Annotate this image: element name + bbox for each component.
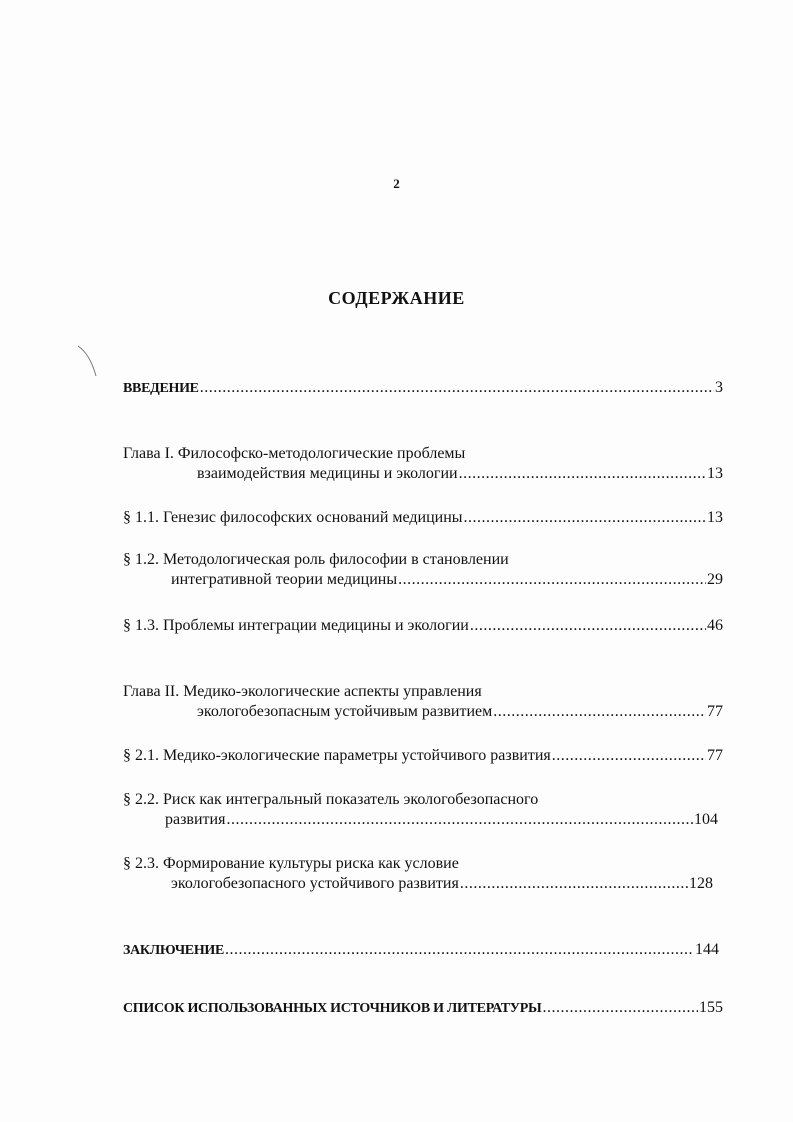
toc-page-ref: 3 bbox=[715, 379, 723, 396]
dot-leader bbox=[200, 378, 714, 398]
dot-leader bbox=[552, 746, 706, 766]
toc-entry-label-cont: взаимодействия медицины и экологии bbox=[197, 465, 458, 482]
toc-entry-label-cont: интегративной теории медицины bbox=[171, 571, 398, 588]
toc-entry-label: СПИСОК ИСПОЛЬЗОВАННЫХ ИСТОЧНИКОВ И ЛИТЕРАТУРЫ bbox=[123, 1001, 542, 1016]
toc-entry-label: § 2.3. Формирование культуры риска как условие bbox=[123, 855, 459, 872]
toc-page-ref: 104 bbox=[694, 811, 718, 828]
dot-leader bbox=[460, 874, 688, 894]
toc-entry-section-1-3[interactable] bbox=[123, 616, 723, 636]
toc-page-ref: 46 bbox=[707, 617, 723, 634]
toc-entry-section-2-3[interactable] bbox=[123, 854, 713, 894]
toc-entry-label: § 1.2. Методологическая роль философии в становлении bbox=[123, 551, 509, 568]
dot-leader bbox=[226, 810, 693, 830]
toc-entry-label: § 2.1. Медико-экологические параметры устойчивого развития bbox=[123, 747, 551, 764]
toc-entry-label: Глава II. Медико-экологические аспекты управления bbox=[123, 683, 482, 700]
toc-entry-label: § 1.1. Генезис философских оснований медицины bbox=[123, 509, 463, 526]
dot-leader bbox=[464, 508, 706, 528]
dot-leader bbox=[493, 702, 706, 722]
toc-page-ref: 77 bbox=[707, 747, 723, 764]
toc-page-ref: 144 bbox=[695, 941, 719, 958]
toc-entry-conclusion[interactable] bbox=[123, 940, 719, 961]
toc-entry-intro[interactable] bbox=[123, 378, 723, 399]
toc-entry-chapter-2[interactable] bbox=[123, 682, 723, 722]
toc-entry-chapter-1[interactable] bbox=[123, 444, 723, 484]
toc-title: СОДЕРЖАНИЕ bbox=[328, 288, 465, 308]
toc-entry-label: § 2.2. Риск как интегральный показатель экологобезопасного bbox=[123, 791, 539, 808]
toc-page-ref: 13 bbox=[707, 509, 723, 526]
toc-entry-label-cont: экологобезопасного устойчивого развития bbox=[171, 875, 459, 892]
dot-leader bbox=[225, 940, 694, 960]
dot-leader bbox=[459, 464, 706, 484]
toc-page-ref: 13 bbox=[707, 465, 723, 482]
toc-entry-label-cont: развития bbox=[165, 811, 226, 828]
dot-leader bbox=[398, 570, 706, 590]
margin-mark bbox=[76, 344, 98, 378]
toc-entry-label: ЗАКЛЮЧЕНИЕ bbox=[123, 943, 225, 958]
toc-page-ref: 128 bbox=[689, 875, 713, 892]
toc-page-ref: 29 bbox=[707, 571, 723, 588]
toc-entry-label: Глава I. Философско-методологические проблемы bbox=[123, 445, 466, 462]
toc-entry-section-1-1[interactable] bbox=[123, 508, 723, 528]
toc-entry-label-cont: экологобезопасным устойчивым развитием bbox=[197, 703, 493, 720]
toc-entry-references[interactable] bbox=[123, 998, 723, 1019]
dot-leader bbox=[470, 616, 706, 636]
toc-entry-section-1-2[interactable] bbox=[123, 550, 723, 590]
dot-leader bbox=[542, 998, 698, 1018]
toc-entry-label: ВВЕДЕНИЕ bbox=[123, 381, 199, 396]
toc-entry-section-2-1[interactable] bbox=[123, 746, 723, 766]
toc-page-ref: 155 bbox=[699, 999, 723, 1016]
toc-entry-label: § 1.3. Проблемы интеграции медицины и экологии bbox=[123, 617, 469, 634]
toc-page-ref: 77 bbox=[707, 703, 723, 720]
toc-entry-section-2-2[interactable] bbox=[123, 790, 718, 830]
page-number: 2 bbox=[393, 176, 400, 191]
